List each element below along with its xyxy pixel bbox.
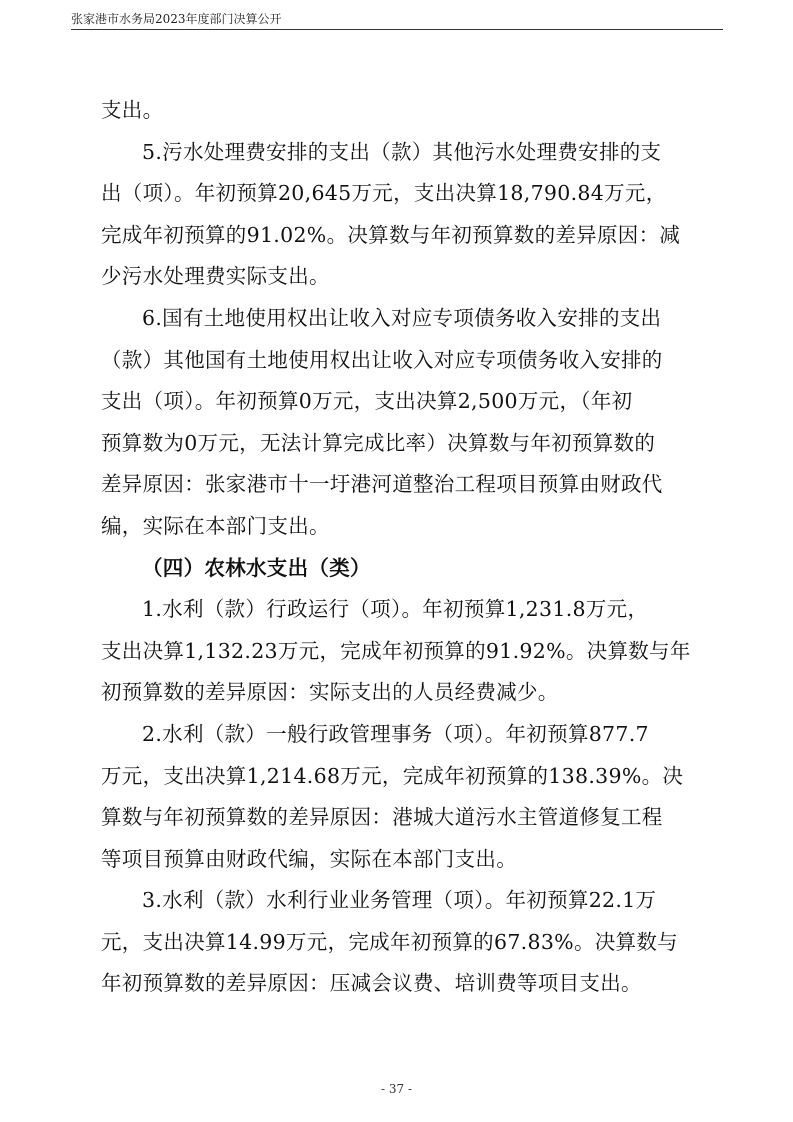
paragraph-line: 5.污水处理费安排的支出（款）其他污水处理费安排的支 [142, 139, 662, 164]
paragraph-line: 3.水利（款）水利行业业务管理（项）。年初预算22.1万 [142, 888, 657, 913]
document-body [101, 90, 697, 1005]
paragraph-line: 支出。 [101, 98, 164, 122]
paragraph-line: 万元，支出决算1,214.68万元，完成年初预算的138.39%。决 [101, 763, 684, 788]
paragraph-line: 元，支出决算14.99万元，完成年初预算的67.83%。决算数与 [101, 929, 678, 954]
paragraph-line: 等项目预算由财政代编，实际在本部门支出。 [101, 846, 517, 871]
paragraph-line: 完成年初预算的91.02%。决算数与年初预算数的差异原因：减 [101, 222, 681, 247]
paragraph-line: 支出（项）。年初预算0万元，支出决算2,500万元，（年初 [101, 389, 633, 414]
paragraph-line: 编，实际在本部门支出。 [101, 513, 330, 538]
paragraph-line: 少污水处理费实际支出。 [101, 264, 330, 289]
paragraph-line: 初预算数的差异原因：实际支出的人员经费减少。 [101, 680, 559, 705]
paragraph-line: 出（项）。年初预算20,645万元，支出决算18,790.84万元， [101, 181, 667, 206]
paragraph-line: （款）其他国有土地使用权出让收入对应专项债务收入安排的 [101, 347, 663, 372]
paragraph-line: 支出决算1,132.23万元，完成年初预算的91.92%。决算数与年 [101, 638, 691, 663]
paragraph-line: 6.国有土地使用权出让收入对应专项债务收入安排的支出 [142, 305, 662, 330]
page-number: - 37 - [380, 1082, 412, 1096]
paragraph-line: 2.水利（款）一般行政管理事务（项）。年初预算877.7 [142, 721, 649, 746]
paragraph-line: 1.水利（款）行政运行（项）。年初预算1,231.8万元， [142, 597, 649, 622]
paragraph-line: 年初预算数的差异原因：压减会议费、培训费等项目支出。 [101, 971, 642, 996]
running-header: 张家港市水务局2023年度部门决算公开 [71, 12, 282, 26]
paragraph-line: 算数与年初预算数的差异原因：港城大道污水主管道修复工程 [101, 805, 663, 830]
header-divider [71, 29, 723, 30]
section-heading: （四）农林水支出（类） [142, 555, 371, 580]
paragraph-line: 差异原因：张家港市十一圩港河道整治工程项目预算由财政代 [101, 472, 663, 497]
paragraph-line: 预算数为0万元，无法计算完成比率）决算数与年初预算数的 [101, 430, 656, 455]
